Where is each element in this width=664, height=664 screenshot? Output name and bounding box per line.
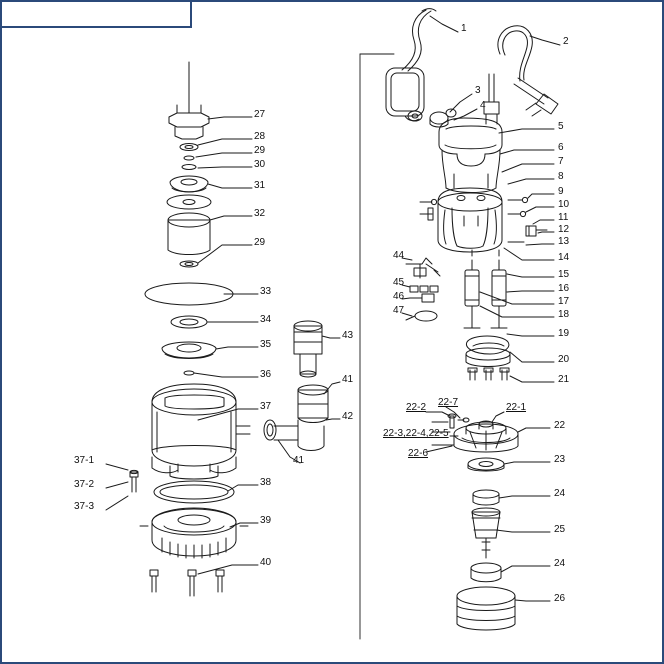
callout-36: 36 bbox=[260, 369, 272, 380]
callout-19: 19 bbox=[558, 328, 570, 339]
callout-17: 17 bbox=[558, 296, 570, 307]
callout-11: 11 bbox=[558, 212, 569, 223]
callout-12: 12 bbox=[558, 224, 570, 235]
callout-26: 26 bbox=[554, 593, 566, 604]
callout-9: 9 bbox=[558, 186, 564, 197]
callout-22: 22 bbox=[554, 420, 566, 431]
callout-13: 13 bbox=[558, 236, 570, 247]
callout-46: 46 bbox=[393, 291, 405, 302]
callout-45: 45 bbox=[393, 277, 405, 288]
callout-41-lower: 41 bbox=[293, 455, 305, 466]
callout-34: 34 bbox=[260, 314, 272, 325]
callout-22-6: 22-6 bbox=[408, 448, 429, 459]
callout-20: 20 bbox=[558, 354, 570, 365]
callout-37-1: 37-1 bbox=[74, 455, 95, 466]
callout-30: 30 bbox=[254, 159, 266, 170]
callout-41-upper: 41 bbox=[342, 374, 354, 385]
callout-22-2: 22-2 bbox=[406, 402, 427, 413]
callout-24-upper: 24 bbox=[554, 488, 566, 499]
callout-2: 2 bbox=[563, 36, 569, 47]
callout-25: 25 bbox=[554, 524, 566, 535]
callout-6: 6 bbox=[558, 142, 564, 153]
callout-21: 21 bbox=[558, 374, 570, 385]
callout-43: 43 bbox=[342, 330, 354, 341]
callout-4: 4 bbox=[480, 100, 486, 111]
callout-23: 23 bbox=[554, 454, 566, 465]
callout-14: 14 bbox=[558, 252, 570, 263]
callout-10: 10 bbox=[558, 199, 570, 210]
callout-16: 16 bbox=[558, 283, 570, 294]
callout-31: 31 bbox=[254, 180, 266, 191]
callout-5: 5 bbox=[558, 121, 564, 132]
callout-47: 47 bbox=[393, 305, 405, 316]
callout-22-7: 22-7 bbox=[438, 397, 459, 408]
callout-1: 1 bbox=[461, 23, 467, 34]
callout-3: 3 bbox=[475, 85, 481, 96]
callout-39: 39 bbox=[260, 515, 272, 526]
callout-22-1: 22-1 bbox=[506, 402, 527, 413]
callout-22-3-4-5: 22-3,22-4,22-5 bbox=[383, 428, 449, 439]
callout-42: 42 bbox=[342, 411, 354, 422]
callout-29-upper: 29 bbox=[254, 145, 266, 156]
callout-37-2: 37-2 bbox=[74, 479, 95, 490]
callout-27: 27 bbox=[254, 109, 266, 120]
callout-24-lower: 24 bbox=[554, 558, 566, 569]
callout-18: 18 bbox=[558, 309, 570, 320]
callout-40: 40 bbox=[260, 557, 272, 568]
callout-32: 32 bbox=[254, 208, 266, 219]
callout-33: 33 bbox=[260, 286, 272, 297]
callout-15: 15 bbox=[558, 269, 570, 280]
callout-44: 44 bbox=[393, 250, 405, 261]
callout-8: 8 bbox=[558, 171, 564, 182]
callout-28: 28 bbox=[254, 131, 266, 142]
callout-38: 38 bbox=[260, 477, 272, 488]
callout-29-lower: 29 bbox=[254, 237, 266, 248]
callout-7: 7 bbox=[558, 156, 564, 167]
callout-35: 35 bbox=[260, 339, 272, 350]
callout-37: 37 bbox=[260, 401, 272, 412]
callout-37-3: 37-3 bbox=[74, 501, 95, 512]
